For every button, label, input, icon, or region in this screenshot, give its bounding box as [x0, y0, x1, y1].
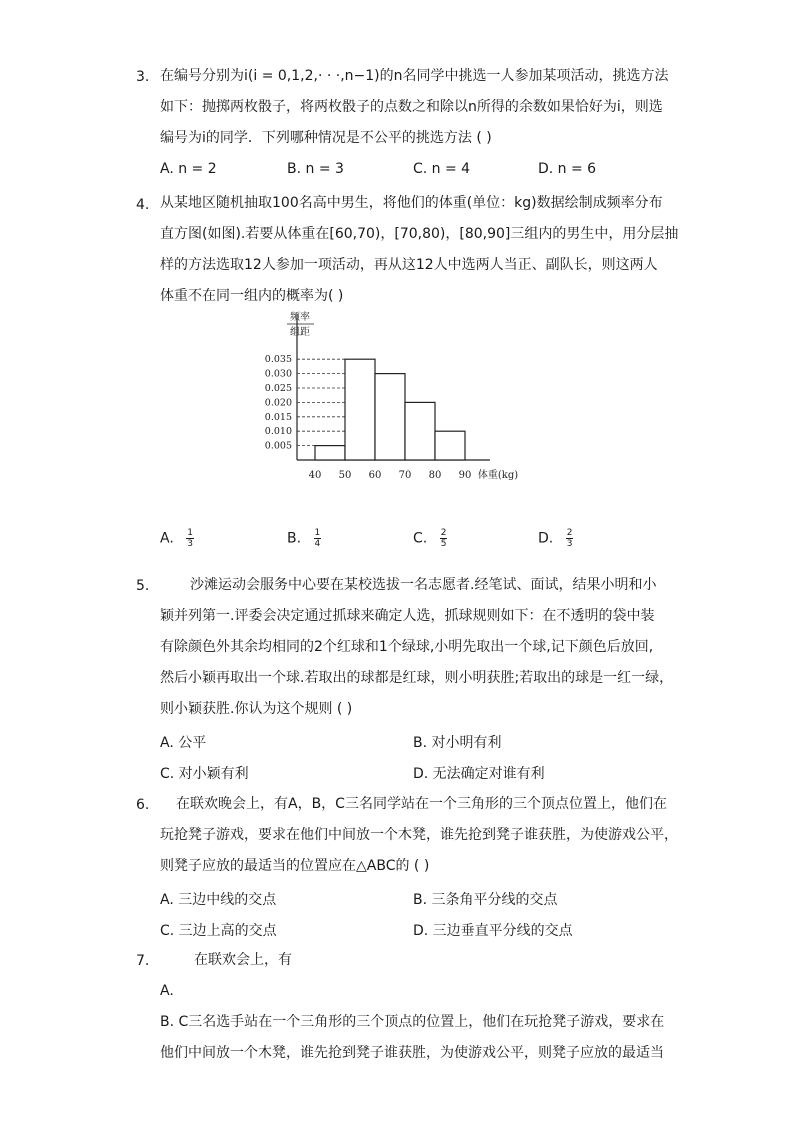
option-c[interactable]: C. n = 4 [413, 161, 471, 177]
y-axis-label-top: 频率 [290, 312, 310, 323]
question-text-line: 他们中间放一个木凳，谁先抢到凳子谁获胜，为使游戏公平，则凳子应放的最适当 [160, 1045, 664, 1061]
denominator: 3 [187, 539, 193, 549]
x-axis-label: 体重(kg) [477, 470, 519, 481]
question-number: 6. [136, 797, 150, 813]
denominator: 5 [440, 539, 447, 549]
y-tick-label: 0.035 [264, 354, 292, 366]
y-tick-label: 0.015 [264, 411, 292, 423]
option-c[interactable] [413, 528, 447, 549]
question-text-line: 有除颜色外其余均相同的2个红球和1个绿球,小明先取出一个球,记下颜色后放回, [160, 639, 654, 655]
y-tick-label: 0.005 [264, 440, 292, 452]
option-label: D. [538, 530, 554, 547]
question-text-line: 如下：抛掷两枚骰子，将两枚骰子的点数之和除以n所得的余数如果恰好为i，则选 [160, 99, 663, 115]
y-tick-label: 0.030 [264, 368, 292, 380]
option-a[interactable]: A. 公平 [160, 735, 207, 751]
option-c[interactable]: C. 三边上高的交点 [160, 923, 277, 939]
x-tick-label: 90 [458, 470, 472, 481]
question-text-line: A. [160, 983, 174, 999]
numerator: 2 [566, 528, 573, 538]
option-a[interactable]: A. 三边中线的交点 [160, 892, 277, 908]
histogram-bar [435, 431, 465, 460]
numerator: 1 [314, 528, 321, 538]
x-tick-label: 80 [428, 470, 442, 481]
option-d[interactable]: D. 三边垂直平分线的交点 [413, 923, 573, 939]
x-tick-label: 60 [368, 470, 382, 481]
numerator: 1 [187, 528, 193, 538]
question-text-line: 然后小颖再取出一个球.若取出的球都是红球，则小明获胜;若取出的球是一红一绿， [160, 670, 674, 686]
x-tick-label: 70 [398, 470, 412, 481]
y-tick-label: 0.020 [264, 397, 292, 409]
histogram-bar [405, 402, 435, 460]
option-d[interactable] [538, 528, 573, 549]
fraction [314, 528, 322, 549]
option-b[interactable]: B. n = 3 [287, 161, 344, 177]
y-tick-label: 0.010 [264, 426, 292, 438]
fraction [440, 528, 448, 549]
question-text-line: 直方图(如图).若要从体重在[60,70)，[70,80)，[80,90]三组内的男生中，用分层抽 [160, 226, 679, 242]
fraction [186, 528, 194, 549]
question-text-line: 在编号分别为i(i = 0,1,2,· · ·,n−1)的n名同学中挑选一人参加某项活动，挑选方法 [160, 68, 669, 84]
denominator: 4 [314, 539, 321, 549]
histogram-bar [345, 359, 375, 460]
question-text-line: 则小颖获胜.你认为这个规则 ( ) [160, 701, 353, 717]
option-d[interactable]: D. n = 6 [538, 161, 597, 177]
question-number: 3. [136, 69, 150, 85]
option-a[interactable] [160, 528, 194, 549]
option-b[interactable]: B. 对小明有利 [413, 735, 502, 751]
question-text-line: 从某地区随机抽取100名高中男生，将他们的体重(单位：kg)数据绘制成频率分布 [160, 195, 663, 211]
histogram-bar [375, 374, 405, 460]
question-number: 5. [136, 578, 150, 594]
option-b[interactable] [287, 528, 321, 549]
frequency-histogram [250, 308, 540, 498]
option-c[interactable]: C. 对小颖有利 [160, 766, 249, 782]
question-text-line: B. C三名选手站在一个三角形的三个顶点的位置上，他们在玩抢凳子游戏，要求在 [160, 1014, 665, 1030]
fraction [566, 528, 574, 549]
x-tick-label: 50 [338, 470, 352, 481]
question-text-line: 颖并列第一.评委会决定通过抓球来确定人选，抓球规则如下：在不透明的袋中装 [160, 608, 655, 624]
y-tick-label: 0.025 [264, 383, 292, 394]
option-a[interactable]: A. n = 2 [160, 161, 217, 177]
option-label: A. [160, 530, 174, 547]
x-tick-label: 40 [308, 470, 322, 481]
question-text-line: 沙滩运动会服务中心要在某校选拔一名志愿者.经笔试、面试，结果小明和小 [190, 577, 657, 593]
denominator: 3 [566, 539, 573, 549]
option-label: B. [287, 530, 302, 547]
y-axis-label-bottom: 组距 [290, 327, 310, 338]
question-text-line: 编号为i的同学．下列哪种情况是不公平的挑选方法 ( ) [160, 130, 492, 146]
question-text-line: 在联欢会上，有 [194, 952, 292, 968]
question-text-line: 玩抢凳子游戏，要求在他们中间放一个木凳，谁先抢到凳子谁获胜，为使游戏公平， [160, 827, 678, 843]
numerator: 2 [440, 528, 447, 538]
histogram-bar [315, 446, 345, 460]
question-text-line: 样的方法选取12人参加一项活动，再从这12人中选两人当正、副队长，则这两人 [160, 257, 658, 273]
option-label: C. [413, 530, 428, 547]
question-number: 4. [136, 197, 150, 213]
option-b[interactable]: B. 三条角平分线的交点 [413, 892, 558, 908]
question-text-line: 在联欢晚会上，有A，B，C三名同学站在一个三角形的三个顶点位置上，他们在 [176, 796, 667, 812]
option-d[interactable]: D. 无法确定对谁有利 [413, 766, 545, 782]
question-number: 7. [136, 953, 150, 969]
question-text-line: 则凳子应放的最适当的位置应在△ABC的 ( ) [160, 858, 430, 874]
question-text-line: 体重不在同一组内的概率为( ) [160, 288, 344, 304]
